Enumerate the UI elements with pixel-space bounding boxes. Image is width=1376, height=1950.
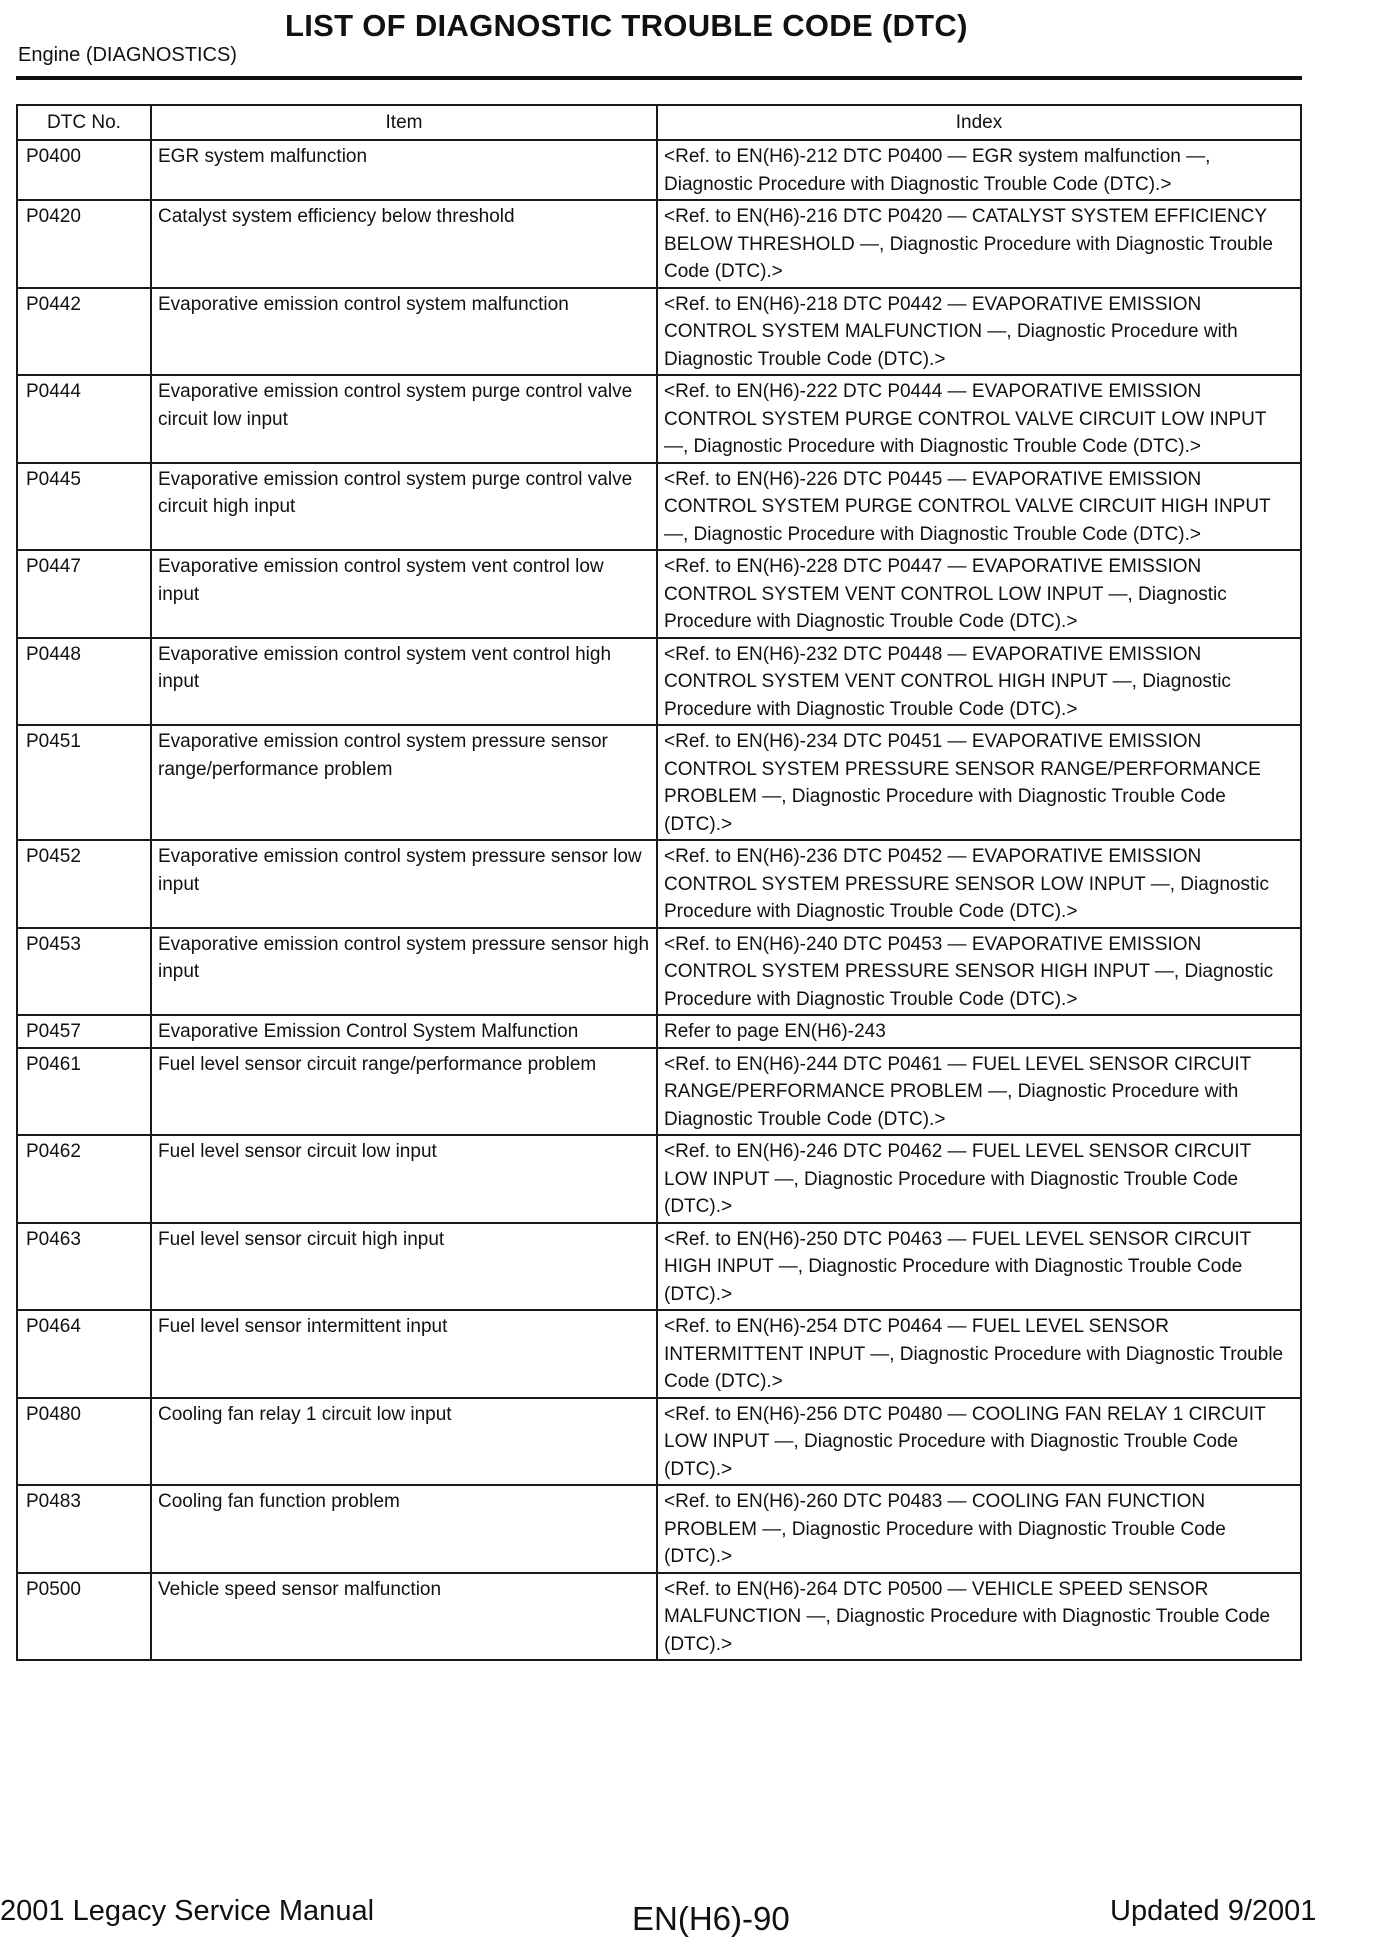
item-cell: EGR system malfunction (151, 140, 657, 200)
item-cell: Cooling fan relay 1 circuit low input (151, 1398, 657, 1486)
index-cell: <Ref. to EN(H6)-234 DTC P0451 — EVAPORATIVE EMISSION CONTROL SYSTEM PRESSURE SENSOR RANGE/PERFORMANCE PROBLEM —, Diagnostic Procedure with Diagnostic Trouble Code (DTC).> (657, 725, 1301, 840)
dtc-code-cell: P0453 (17, 928, 151, 1016)
dtc-code-cell: P0451 (17, 725, 151, 840)
dtc-code-cell: P0444 (17, 375, 151, 463)
item-cell: Fuel level sensor circuit high input (151, 1223, 657, 1311)
item-cell: Fuel level sensor circuit low input (151, 1135, 657, 1223)
item-cell: Cooling fan function problem (151, 1485, 657, 1573)
index-cell: <Ref. to EN(H6)-260 DTC P0483 — COOLING FAN FUNCTION PROBLEM —, Diagnostic Procedure with Diagnostic Trouble Code (DTC).> (657, 1485, 1301, 1573)
table-row (17, 550, 1301, 638)
table-row (17, 840, 1301, 928)
table-row (17, 1048, 1301, 1136)
dtc-code-cell: P0420 (17, 200, 151, 288)
index-cell: <Ref. to EN(H6)-240 DTC P0453 — EVAPORATIVE EMISSION CONTROL SYSTEM PRESSURE SENSOR HIGH INPUT —, Diagnostic Procedure with Diagnostic Trouble Code (DTC).> (657, 928, 1301, 1016)
dtc-code-cell: P0483 (17, 1485, 151, 1573)
dtc-code-cell: P0461 (17, 1048, 151, 1136)
item-cell: Evaporative emission control system purge control valve circuit high input (151, 463, 657, 551)
dtc-code-cell: P0462 (17, 1135, 151, 1223)
table-body (17, 140, 1301, 1660)
index-cell: <Ref. to EN(H6)-250 DTC P0463 — FUEL LEVEL SENSOR CIRCUIT HIGH INPUT —, Diagnostic Procedure with Diagnostic Trouble Code (DTC).> (657, 1223, 1301, 1311)
footer-page-number: EN(H6)-90 (632, 1900, 790, 1937)
dtc-table (16, 104, 1302, 1661)
column-header-index: Index (657, 105, 1301, 140)
table-header-row (17, 105, 1301, 140)
index-cell: <Ref. to EN(H6)-218 DTC P0442 — EVAPORATIVE EMISSION CONTROL SYSTEM MALFUNCTION —, Diagnostic Procedure with Diagnostic Trouble Code (DTC).> (657, 288, 1301, 376)
index-cell: <Ref. to EN(H6)-256 DTC P0480 — COOLING FAN RELAY 1 CIRCUIT LOW INPUT —, Diagnostic Procedure with Diagnostic Trouble Code (DTC).> (657, 1398, 1301, 1486)
table-row (17, 463, 1301, 551)
dtc-code-cell: P0448 (17, 638, 151, 726)
table-row (17, 1398, 1301, 1486)
item-cell: Fuel level sensor circuit range/performance problem (151, 1048, 657, 1136)
index-cell: Refer to page EN(H6)-243 (657, 1015, 1301, 1048)
item-cell: Fuel level sensor intermittent input (151, 1310, 657, 1398)
table-row (17, 638, 1301, 726)
item-cell: Evaporative emission control system purge control valve circuit low input (151, 375, 657, 463)
item-cell: Evaporative emission control system vent control low input (151, 550, 657, 638)
item-cell: Evaporative emission control system pressure sensor high input (151, 928, 657, 1016)
index-cell: <Ref. to EN(H6)-232 DTC P0448 — EVAPORATIVE EMISSION CONTROL SYSTEM VENT CONTROL HIGH INPUT —, Diagnostic Procedure with Diagnostic Trouble Code (DTC).> (657, 638, 1301, 726)
index-cell: <Ref. to EN(H6)-216 DTC P0420 — CATALYST SYSTEM EFFICIENCY BELOW THRESHOLD —, Diagnostic Procedure with Diagnostic Trouble Code (DTC).> (657, 200, 1301, 288)
dtc-code-cell: P0442 (17, 288, 151, 376)
table-row (17, 140, 1301, 200)
table-row (17, 375, 1301, 463)
dtc-code-cell: P0452 (17, 840, 151, 928)
dtc-code-cell: P0480 (17, 1398, 151, 1486)
index-cell: <Ref. to EN(H6)-212 DTC P0400 — EGR system malfunction —, Diagnostic Procedure with Diagnostic Trouble Code (DTC).> (657, 140, 1301, 200)
dtc-code-cell: P0500 (17, 1573, 151, 1661)
dtc-code-cell: P0445 (17, 463, 151, 551)
table-row (17, 1485, 1301, 1573)
column-header-dtc: DTC No. (17, 105, 151, 140)
index-cell: <Ref. to EN(H6)-254 DTC P0464 — FUEL LEVEL SENSOR INTERMITTENT INPUT —, Diagnostic Procedure with Diagnostic Trouble Code (DTC).> (657, 1310, 1301, 1398)
dtc-code-cell: P0463 (17, 1223, 151, 1311)
page-title: LIST OF DIAGNOSTIC TROUBLE CODE (DTC) (285, 8, 968, 43)
item-cell: Evaporative emission control system vent control high input (151, 638, 657, 726)
item-cell: Catalyst system efficiency below threshold (151, 200, 657, 288)
item-cell: Evaporative emission control system pressure sensor range/performance problem (151, 725, 657, 840)
dtc-code-cell: P0447 (17, 550, 151, 638)
footer-manual-name: 2001 Legacy Service Manual (0, 1895, 375, 1927)
table-row (17, 1015, 1301, 1048)
dtc-code-cell: P0457 (17, 1015, 151, 1048)
index-cell: <Ref. to EN(H6)-226 DTC P0445 — EVAPORATIVE EMISSION CONTROL SYSTEM PURGE CONTROL VALVE CIRCUIT HIGH INPUT —, Diagnostic Procedure with Diagnostic Trouble Code (DTC).> (657, 463, 1301, 551)
table-row (17, 725, 1301, 840)
index-cell: <Ref. to EN(H6)-228 DTC P0447 — EVAPORATIVE EMISSION CONTROL SYSTEM VENT CONTROL LOW INPUT —, Diagnostic Procedure with Diagnostic Trouble Code (DTC).> (657, 550, 1301, 638)
index-cell: <Ref. to EN(H6)-244 DTC P0461 — FUEL LEVEL SENSOR CIRCUIT RANGE/PERFORMANCE PROBLEM —, Diagnostic Procedure with Diagnostic Trouble Code (DTC).> (657, 1048, 1301, 1136)
index-cell: <Ref. to EN(H6)-264 DTC P0500 — VEHICLE SPEED SENSOR MALFUNCTION —, Diagnostic Procedure with Diagnostic Trouble Code (DTC).> (657, 1573, 1301, 1661)
item-cell: Evaporative emission control system pressure sensor low input (151, 840, 657, 928)
table-row (17, 928, 1301, 1016)
table-row (17, 1573, 1301, 1661)
footer-updated-date: Updated 9/2001 (1110, 1895, 1317, 1927)
index-cell: <Ref. to EN(H6)-236 DTC P0452 — EVAPORATIVE EMISSION CONTROL SYSTEM PRESSURE SENSOR LOW INPUT —, Diagnostic Procedure with Diagnostic Trouble Code (DTC).> (657, 840, 1301, 928)
table-row (17, 288, 1301, 376)
index-cell: <Ref. to EN(H6)-222 DTC P0444 — EVAPORATIVE EMISSION CONTROL SYSTEM PURGE CONTROL VALVE CIRCUIT LOW INPUT —, Diagnostic Procedure with Diagnostic Trouble Code (DTC).> (657, 375, 1301, 463)
header-rule (16, 76, 1302, 80)
column-header-item: Item (151, 105, 657, 140)
table-row (17, 1310, 1301, 1398)
table-row (17, 1223, 1301, 1311)
item-cell: Vehicle speed sensor malfunction (151, 1573, 657, 1661)
section-label: Engine (DIAGNOSTICS) (18, 44, 237, 66)
index-cell: <Ref. to EN(H6)-246 DTC P0462 — FUEL LEVEL SENSOR CIRCUIT LOW INPUT —, Diagnostic Procedure with Diagnostic Trouble Code (DTC).> (657, 1135, 1301, 1223)
dtc-code-cell: P0400 (17, 140, 151, 200)
table-row (17, 1135, 1301, 1223)
dtc-code-cell: P0464 (17, 1310, 151, 1398)
item-cell: Evaporative Emission Control System Malfunction (151, 1015, 657, 1048)
item-cell: Evaporative emission control system malfunction (151, 288, 657, 376)
table-row (17, 200, 1301, 288)
